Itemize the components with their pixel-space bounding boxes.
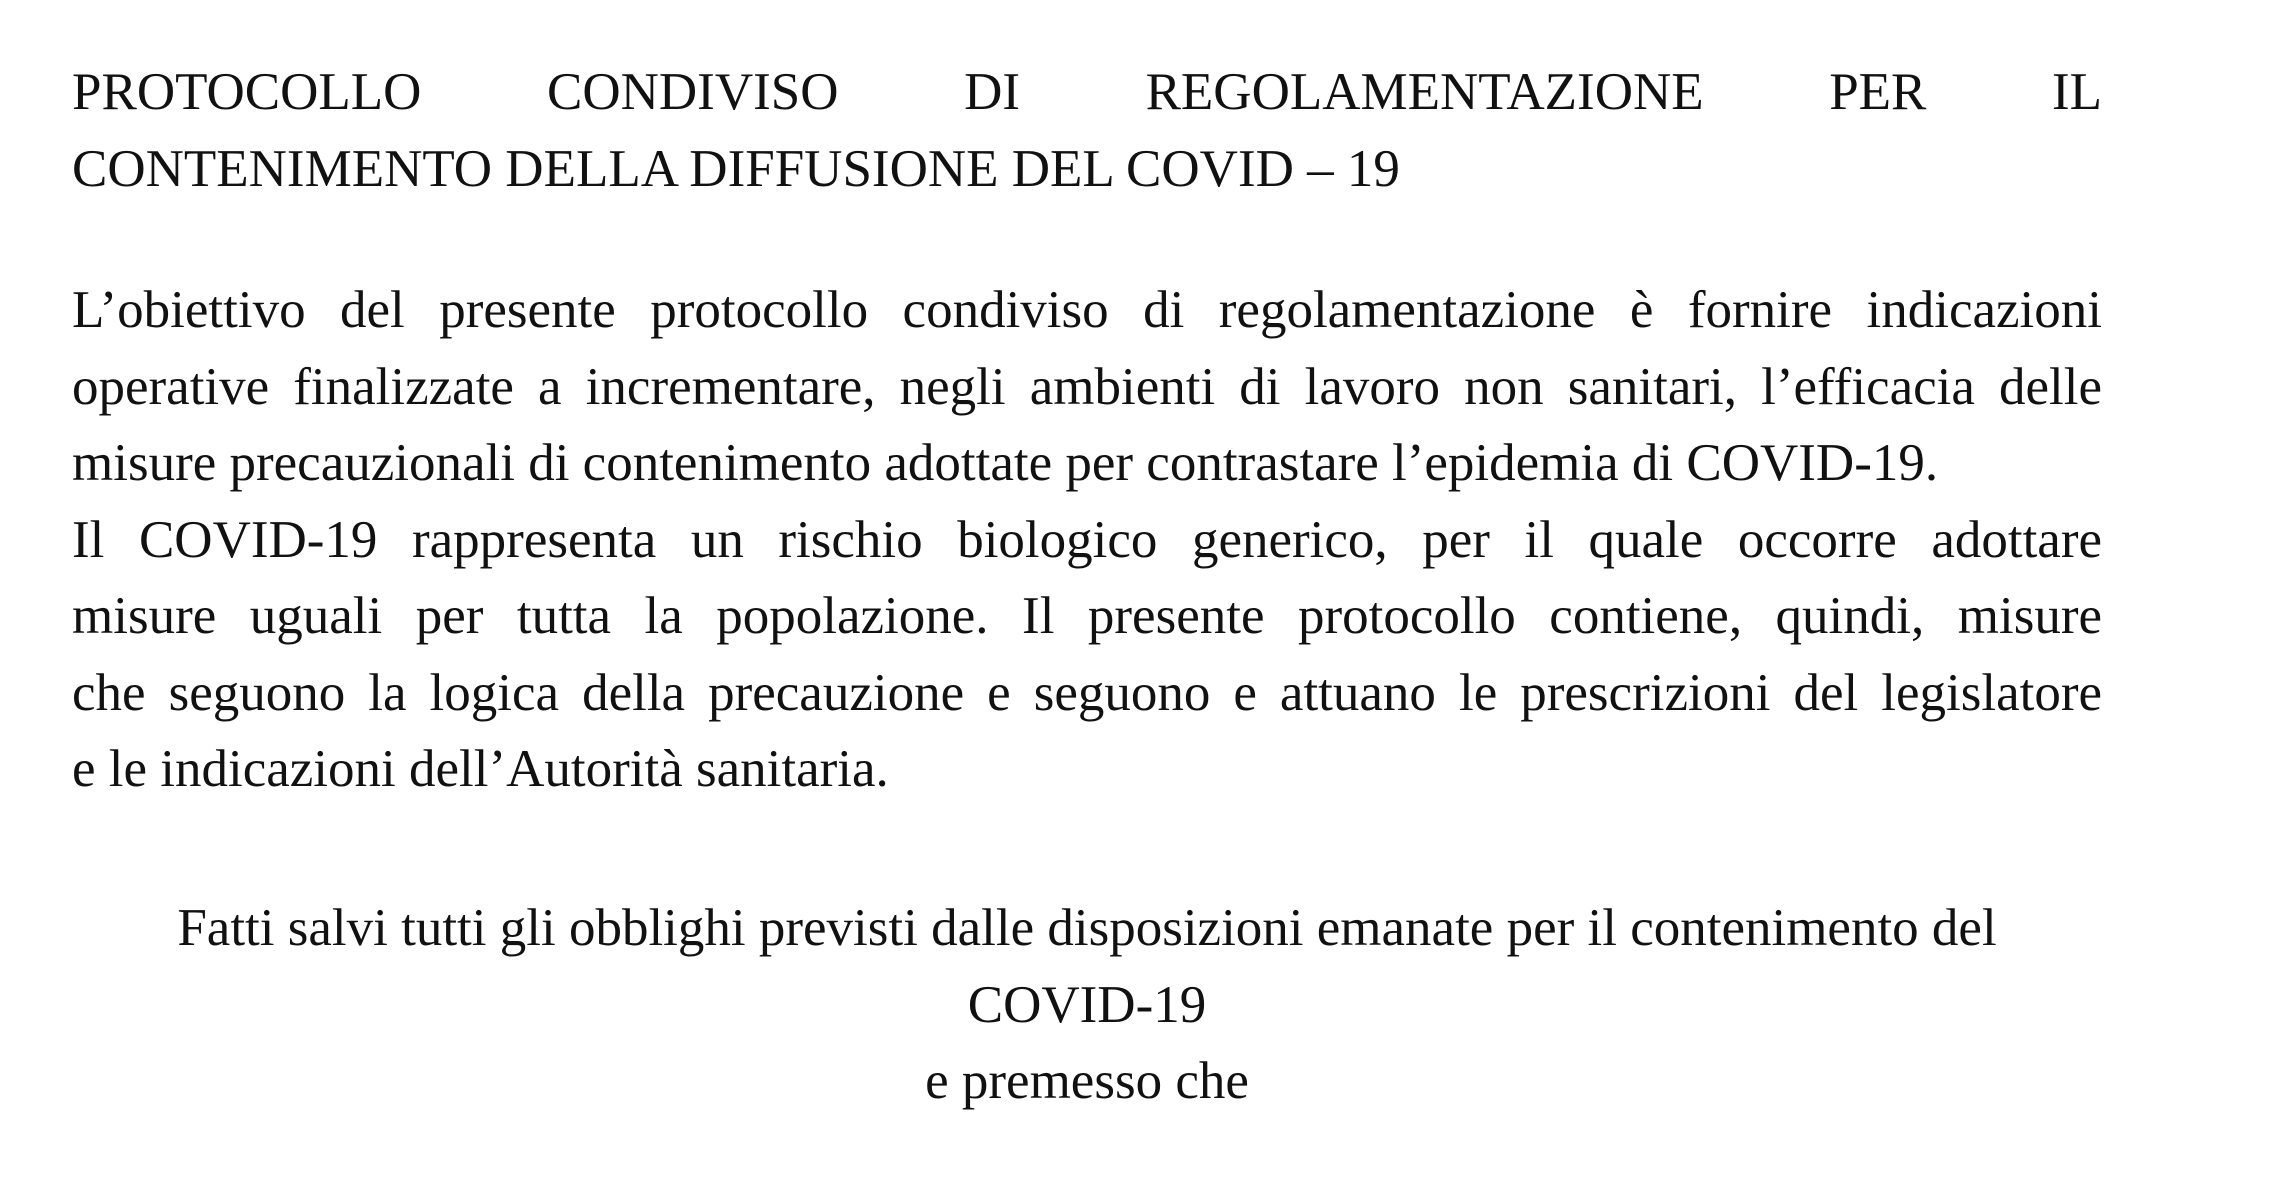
paragraph-line: L’obiettivo del presente protocollo condiviso di regolamentazione è fornire indicazioni <box>72 281 2102 339</box>
paragraph-line: che seguono la logica della precauzione e seguono e attuano le prescrizioni del legislatore <box>72 663 2102 722</box>
document-title <box>72 54 2102 208</box>
title-line-2: CONTENIMENTO DELLA DIFFUSIONE DEL COVID – 19 <box>72 140 1400 198</box>
paragraph-line: misure uguali per tutta la popolazione. Il presente protocollo contiene, quindi, misure <box>72 587 2102 645</box>
centered-preamble <box>72 890 2102 1120</box>
document-body <box>72 54 2102 808</box>
paragraph-line: misure precauzionali di contenimento adottate per contrastare l’epidemia di COVID-19. <box>72 434 1939 492</box>
paragraph-line: e le indicazioni dell’Autorità sanitaria. <box>72 740 889 798</box>
title-line-1: PROTOCOLLO CONDIVISO DI REGOLAMENTAZIONE PER IL <box>72 63 2102 121</box>
intro-paragraph <box>72 272 2102 808</box>
preamble-line: e premesso che <box>925 1052 1249 1110</box>
preamble-line: Fatti salvi tutti gli obblighi previsti dalle disposizioni emanate per il contenimento del <box>177 899 1997 957</box>
paragraph-line: operative finalizzate a incrementare, negli ambienti di lavoro non sanitari, l’efficacia delle <box>72 357 2102 416</box>
preamble-line: COVID-19 <box>967 975 1207 1034</box>
paragraph-line: Il COVID-19 rappresenta un rischio biologico generico, per il quale occorre adottare <box>72 510 2102 569</box>
